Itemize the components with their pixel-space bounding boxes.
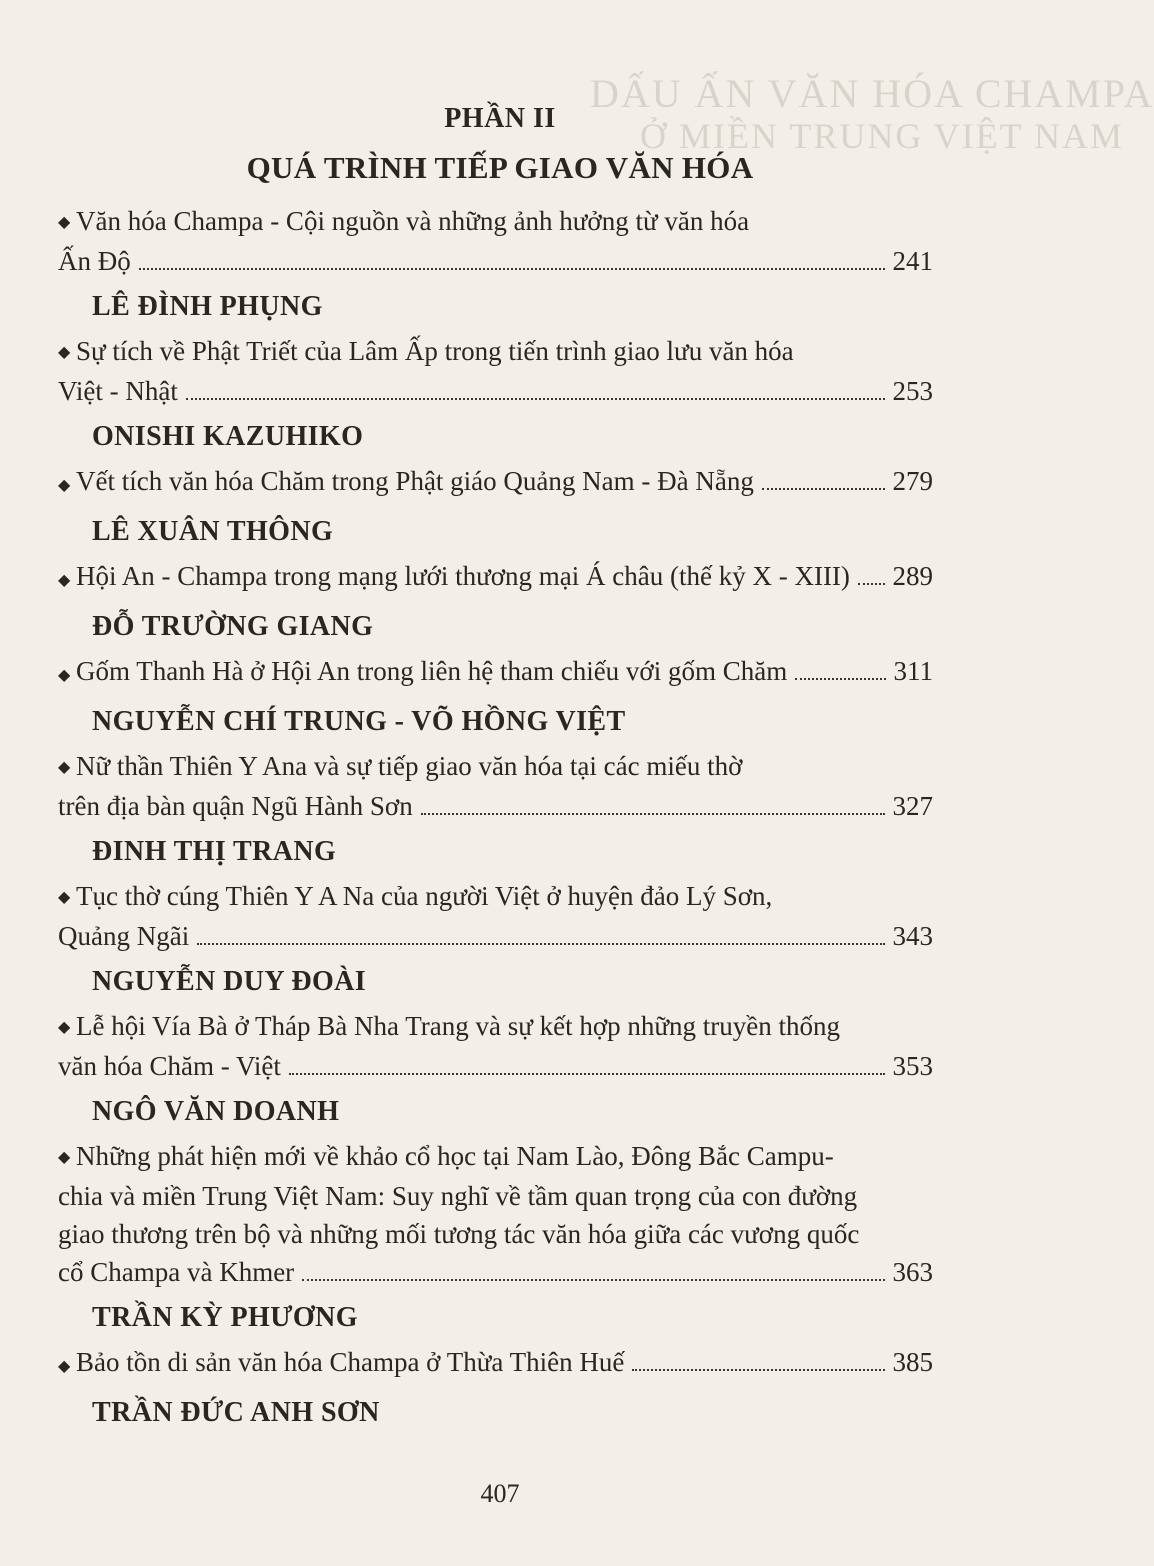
entry-title-line xyxy=(58,787,933,825)
entry-author: ĐỖ TRƯỜNG GIANG xyxy=(92,611,374,642)
dot-leader xyxy=(421,813,885,815)
entry-title-line xyxy=(58,747,933,787)
entry-page-number: 343 xyxy=(892,921,933,951)
entry-title-line xyxy=(58,1177,933,1215)
diamond-bullet-icon: ◆ xyxy=(58,477,71,494)
toc-entry xyxy=(58,557,933,600)
entry-title-line xyxy=(58,1047,933,1085)
dot-leader xyxy=(302,1279,884,1281)
entry-title-line xyxy=(58,557,933,600)
entry-title-text: Hội An - Champa trong mạng lưới thương mại Á châu (thế kỷ X - XIII) xyxy=(76,561,850,591)
entry-title-line xyxy=(58,877,933,917)
entry-title-text: Ấn Độ xyxy=(58,246,131,276)
dot-leader xyxy=(858,583,885,585)
dot-leader xyxy=(289,1073,885,1075)
entry-page-number: 385 xyxy=(892,1347,933,1377)
entry-title-line xyxy=(58,1215,933,1253)
bleed-through-text: Ở MIỀN TRUNG VIỆT NAM xyxy=(640,116,1125,156)
entry-title-text: Lễ hội Vía Bà ở Tháp Bà Nha Trang và sự kết hợp những truyền thống xyxy=(76,1011,840,1041)
dot-leader xyxy=(139,268,885,270)
entry-author: NGUYỄN DUY ĐOÀI xyxy=(92,966,367,997)
entry-page-number: 327 xyxy=(892,791,933,821)
part-title: QUÁ TRÌNH TIẾP GIAO VĂN HÓA xyxy=(246,150,754,185)
entry-title-line xyxy=(58,1253,933,1291)
entry-page-number: 289 xyxy=(892,561,933,591)
entry-author: NGUYỄN CHÍ TRUNG - VÕ HỒNG VIỆT xyxy=(92,706,626,737)
part-label: PHẦN II xyxy=(444,103,556,134)
entry-title-text: văn hóa Chăm - Việt xyxy=(58,1051,281,1081)
entry-author: ONISHI KAZUHIKO xyxy=(92,421,364,452)
entry-title-line xyxy=(58,1343,933,1386)
entry-author: NGÔ VĂN DOANH xyxy=(92,1096,340,1127)
entry-page-number: 241 xyxy=(892,246,933,276)
entry-author: TRẦN ĐỨC ANH SƠN xyxy=(92,1397,380,1428)
toc-entry xyxy=(58,332,933,410)
entry-title-text: Văn hóa Champa - Cội nguồn và những ảnh hưởng từ văn hóa xyxy=(76,206,750,236)
toc-entry xyxy=(58,202,933,280)
entry-title-text: trên địa bàn quận Ngũ Hành Sơn xyxy=(58,791,413,821)
entry-title-text: Nữ thần Thiên Y Ana và sự tiếp giao văn hóa tại các miếu thờ xyxy=(76,751,743,781)
page-number: 407 xyxy=(480,1479,520,1508)
diamond-bullet-icon: ◆ xyxy=(58,344,71,361)
toc-entry xyxy=(58,1137,933,1291)
entry-title-line xyxy=(58,332,933,372)
entry-title-line xyxy=(58,917,933,955)
toc-entry xyxy=(58,652,933,695)
entry-title-line xyxy=(58,1007,933,1047)
entry-title-line xyxy=(58,372,933,410)
entry-page-number: 363 xyxy=(892,1257,933,1287)
entry-title-line xyxy=(58,652,933,695)
diamond-bullet-icon: ◆ xyxy=(58,759,71,776)
toc-entry xyxy=(58,877,933,955)
entry-title-text: chia và miền Trung Việt Nam: Suy nghĩ về tầm quan trọng của con đường xyxy=(58,1181,858,1211)
entry-title-line xyxy=(58,1137,933,1177)
entry-author: LÊ XUÂN THÔNG xyxy=(92,516,334,547)
diamond-bullet-icon: ◆ xyxy=(58,1019,71,1036)
entry-author: LÊ ĐÌNH PHỤNG xyxy=(92,291,323,322)
entry-title-line xyxy=(58,202,933,242)
entry-page-number: 253 xyxy=(892,376,933,406)
entry-page-number: 311 xyxy=(893,656,933,686)
dot-leader xyxy=(762,488,885,490)
entry-title-text: giao thương trên bộ và những mối tương tác văn hóa giữa các vương quốc xyxy=(58,1219,860,1249)
entry-author: ĐINH THỊ TRANG xyxy=(92,836,337,867)
table-of-contents xyxy=(58,196,933,1436)
dot-leader xyxy=(795,678,885,680)
dot-leader xyxy=(186,398,885,400)
entry-title-text: Quảng Ngãi xyxy=(58,921,190,951)
entry-title-text: Bảo tồn di sản văn hóa Champa ở Thừa Thiên Huế xyxy=(76,1347,625,1377)
entry-title-text: Gốm Thanh Hà ở Hội An trong liên hệ tham chiếu với gốm Chăm xyxy=(76,656,788,686)
diamond-bullet-icon: ◆ xyxy=(58,1149,71,1166)
entry-page-number: 353 xyxy=(892,1051,933,1081)
toc-entry xyxy=(58,747,933,825)
entry-title-text: Việt - Nhật xyxy=(58,376,178,406)
diamond-bullet-icon: ◆ xyxy=(58,667,71,684)
diamond-bullet-icon: ◆ xyxy=(58,572,71,589)
entry-title-text: cổ Champa và Khmer xyxy=(58,1257,295,1287)
entry-page-number: 279 xyxy=(892,466,933,496)
entry-title-text: Tục thờ cúng Thiên Y A Na của người Việt ở huyện đảo Lý Sơn, xyxy=(76,881,773,911)
entry-author: TRẦN KỲ PHƯƠNG xyxy=(92,1302,358,1333)
entry-title-text: Sự tích về Phật Triết của Lâm Ấp trong tiến trình giao lưu văn hóa xyxy=(76,336,794,366)
diamond-bullet-icon: ◆ xyxy=(58,889,71,906)
entry-title-line xyxy=(58,462,933,505)
diamond-bullet-icon: ◆ xyxy=(58,1358,71,1375)
entry-title-line xyxy=(58,242,933,280)
bleed-through-text: DẤU ẤN VĂN HÓA CHAMPA xyxy=(590,71,1154,116)
toc-entry xyxy=(58,462,933,505)
entry-title-text: Những phát hiện mới về khảo cổ học tại Nam Lào, Đông Bắc Campu- xyxy=(76,1141,834,1171)
toc-entry xyxy=(58,1007,933,1085)
dot-leader xyxy=(632,1369,884,1371)
dot-leader xyxy=(197,943,884,945)
toc-entry xyxy=(58,1343,933,1386)
diamond-bullet-icon: ◆ xyxy=(58,214,71,231)
entry-title-text: Vết tích văn hóa Chăm trong Phật giáo Quảng Nam - Đà Nẵng xyxy=(76,466,754,496)
